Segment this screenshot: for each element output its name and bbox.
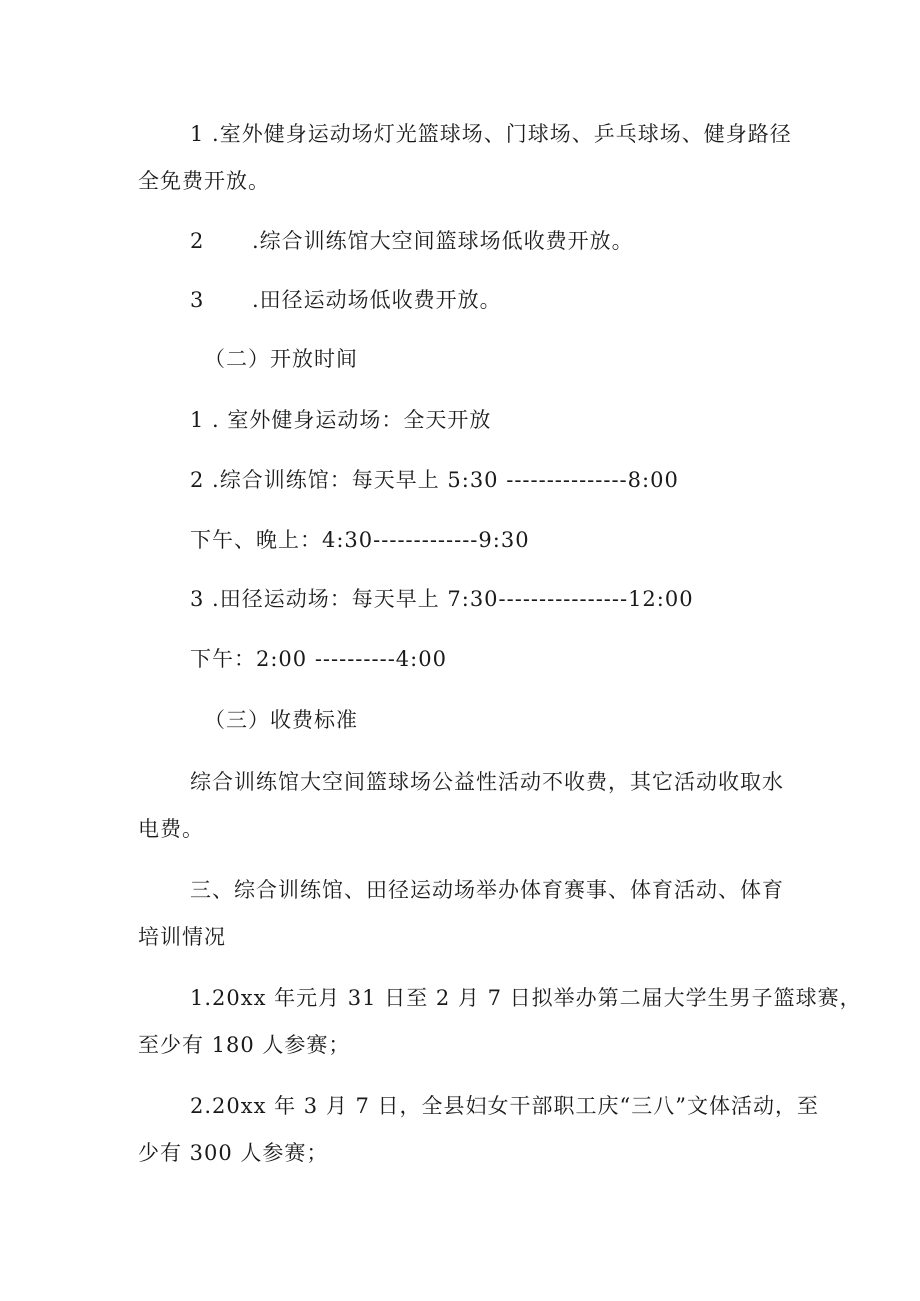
open-time-item-2-line-1: 2 .综合训练馆：每天早上 5:30 ---------------8:00 — [190, 468, 679, 492]
fees-text-line-1: 综合训练馆大空间篮球场公益性活动不收费，其它活动收取水 — [190, 770, 784, 794]
event-2-line-1: 2.20xx 年 3 月 7 日，全县妇女干部职工庆“三八”文体活动，至 — [190, 1094, 820, 1118]
fees-text-line-2: 电费。 — [138, 817, 204, 841]
scope-item-1-line-1: 1 .室外健身运动场灯光篮球场、门球场、乒乓球场、健身路径 — [190, 122, 792, 146]
event-1-line-2: 至少有 180 人参赛； — [138, 1033, 351, 1057]
scope-item-1-line-2: 全免费开放。 — [138, 169, 270, 193]
fees-heading: （三）收费标准 — [204, 708, 358, 732]
open-time-heading: （二）开放时间 — [204, 347, 358, 371]
open-time-item-2-line-2: 下午、晚上：4:30-------------9:30 — [190, 528, 530, 552]
scope-item-3-text: .田径运动场低收费开放。 — [252, 288, 502, 312]
event-2-line-2: 少有 300 人参赛； — [138, 1141, 329, 1165]
open-time-item-3-line-2: 下午：2:00 ----------4:00 — [190, 647, 447, 671]
scope-item-2-number: 2 — [190, 229, 205, 253]
events-heading-line-2: 培训情况 — [138, 925, 226, 949]
open-time-item-3-line-1: 3 .田径运动场：每天早上 7:30----------------12:00 — [190, 587, 694, 611]
scope-item-3-number: 3 — [190, 288, 205, 312]
events-heading-line-1: 三、综合训练馆、田径运动场举办体育赛事、体育活动、体育 — [190, 878, 784, 902]
event-1-line-1: 1.20xx 年元月 31 日至 2 月 7 日拟举办第二届大学生男子篮球赛， — [190, 986, 862, 1010]
open-time-item-1: 1 . 室外健身运动场：全天开放 — [190, 408, 492, 432]
scope-item-2 — [190, 227, 634, 255]
scope-item-3 — [190, 286, 502, 314]
scope-item-2-text: .综合训练馆大空间篮球场低收费开放。 — [252, 229, 634, 253]
